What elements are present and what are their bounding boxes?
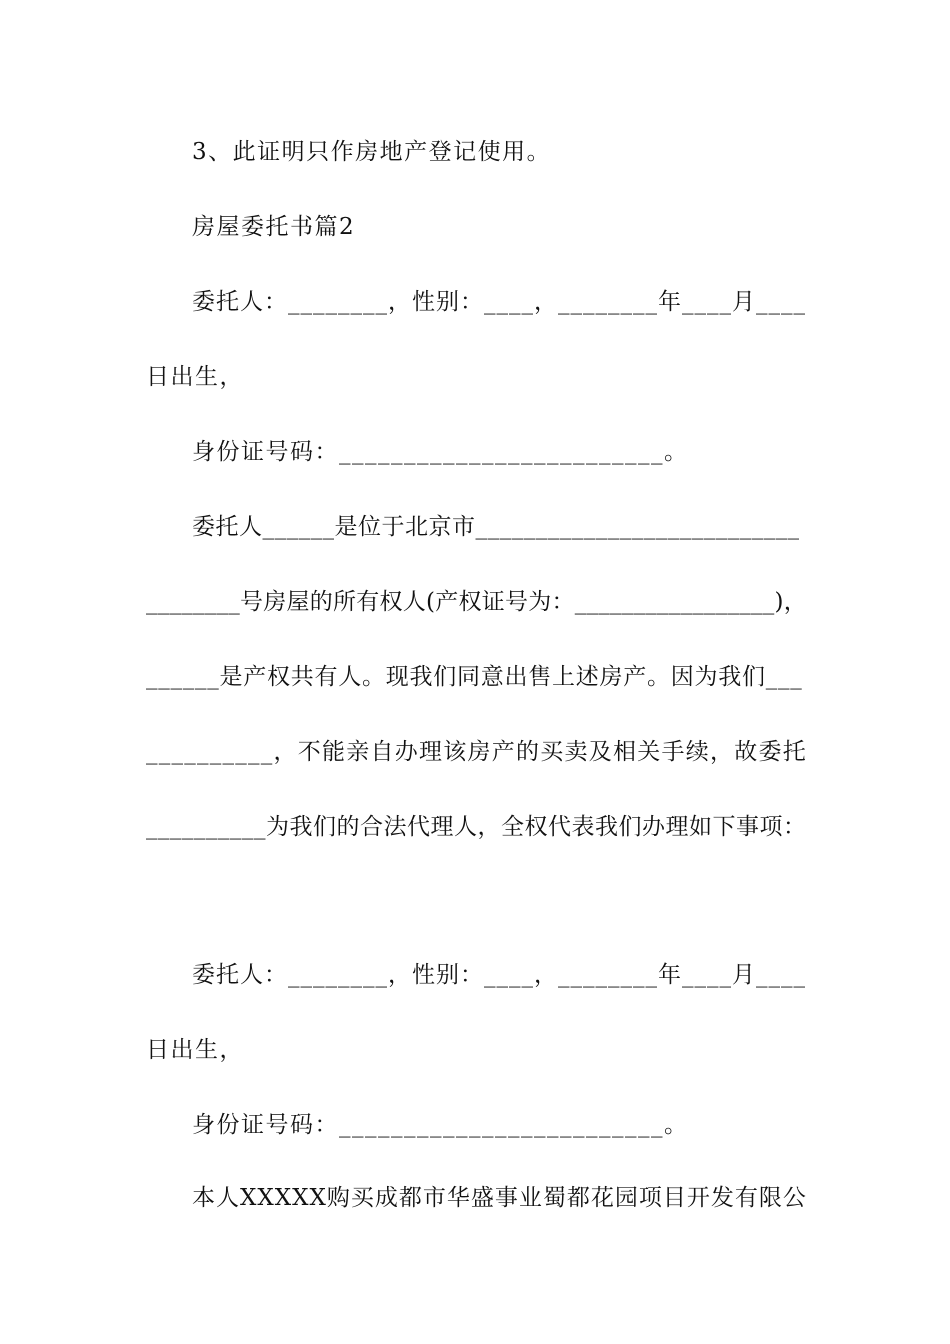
clause-3-text: 3、此证明只作房地产登记使用。: [192, 139, 552, 165]
agent-line: __________为我们的合法代理人，全权代表我们办理如下事项：: [146, 814, 807, 840]
id-number-line-2: 身份证号码：_________________________。: [192, 1112, 689, 1138]
principal-info-line-2: 委托人：________，性别：____，________年____月____: [192, 962, 806, 988]
principal-info-line: 委托人：________，性别：____，________年____月____: [192, 289, 806, 315]
birth-date-line: 日出生，: [146, 364, 244, 390]
section-heading: 房屋委托书篇2: [192, 214, 356, 240]
property-location-line: 委托人______是位于北京市___________________________: [192, 514, 800, 540]
reason-line: __________，不能亲自办理该房产的买卖及相关手续，故委托: [146, 739, 807, 765]
birth-date-line-2: 日出生，: [146, 1037, 244, 1063]
id-number-line: 身份证号码：_________________________。: [192, 439, 689, 465]
co-owner-line: ______是产权共有人。现我们同意出售上述房产。因为我们___: [146, 664, 803, 690]
purchase-statement-line: 本人XXXXX购买成都市华盛事业蜀都花园项目开发有限公: [192, 1185, 807, 1211]
owner-line: ________号房屋的所有权人(产权证号为：_________________)，: [146, 589, 807, 615]
